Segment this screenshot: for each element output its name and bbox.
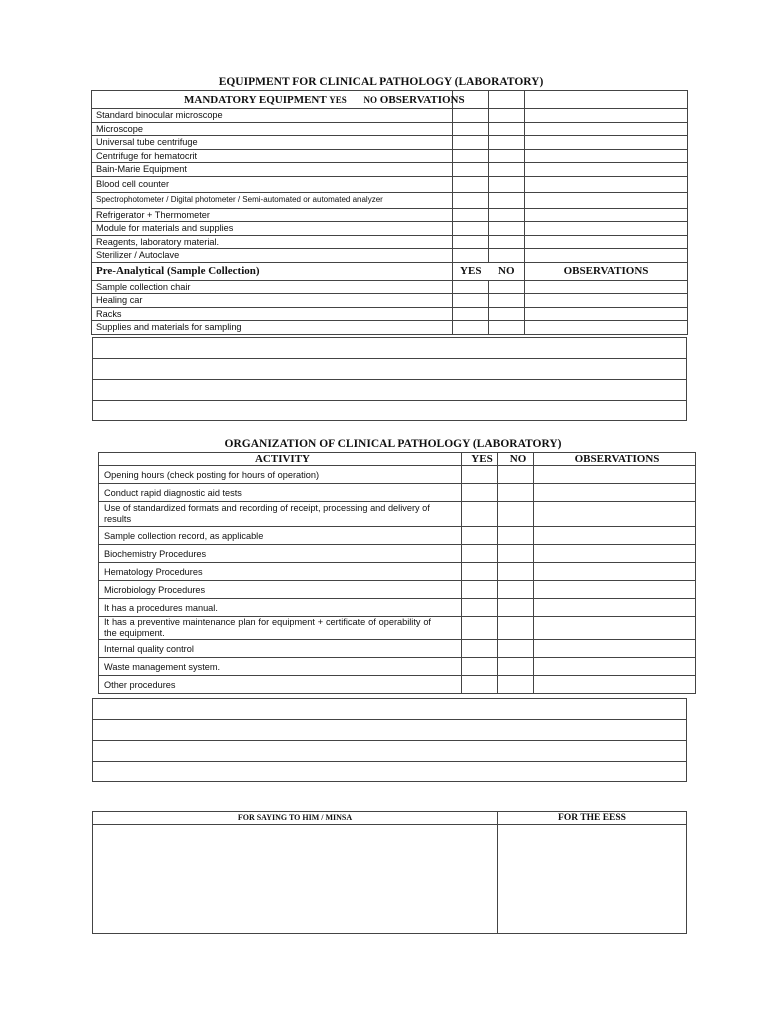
observations-cell[interactable]: [525, 163, 688, 177]
observations-cell[interactable]: [525, 91, 688, 109]
mandatory-equipment-label: MANDATORY EQUIPMENT: [184, 93, 327, 106]
observations-cell[interactable]: [534, 658, 696, 676]
no-cell[interactable]: [498, 617, 534, 640]
observations-cell[interactable]: [534, 640, 696, 658]
activity-item: Waste management system.: [99, 658, 462, 676]
yes-cell[interactable]: [462, 658, 498, 676]
sub-header-yes: YES: [453, 262, 489, 280]
no-cell[interactable]: [489, 294, 525, 308]
activity-item: It has a preventive maintenance plan for equipment + certificate of operability of the equipment.: [99, 617, 462, 640]
activity-item: Conduct rapid diagnostic aid tests: [99, 484, 462, 502]
no-cell[interactable]: [489, 222, 525, 236]
observations-cell[interactable]: [525, 208, 688, 222]
equipment-item: Sterilizer / Autoclave: [92, 249, 453, 263]
yes-cell[interactable]: [453, 294, 489, 308]
pre-analytical-item: Supplies and materials for sampling: [92, 321, 453, 335]
no-cell[interactable]: [489, 109, 525, 123]
equipment-item: Standard binocular microscope: [92, 109, 453, 123]
yes-cell[interactable]: [462, 545, 498, 563]
equipment-item: Microscope: [92, 122, 453, 136]
activity-item: Hematology Procedures: [99, 563, 462, 581]
no-cell[interactable]: [489, 163, 525, 177]
no-cell[interactable]: [489, 235, 525, 249]
activity-item: It has a procedures manual.: [99, 599, 462, 617]
yes-cell[interactable]: [453, 222, 489, 236]
yes-cell[interactable]: [453, 192, 489, 208]
observations-cell[interactable]: [525, 136, 688, 150]
section1-title: EQUIPMENT FOR CLINICAL PATHOLOGY (LABORATORY): [218, 76, 544, 88]
no-cell[interactable]: [498, 599, 534, 617]
equipment-header-cell: [92, 91, 465, 109]
no-cell[interactable]: [489, 192, 525, 208]
header-no: NO: [363, 94, 378, 105]
observations-cell[interactable]: [534, 581, 696, 599]
no-cell[interactable]: [498, 466, 534, 484]
no-cell[interactable]: [498, 676, 534, 694]
equipment-item: Reagents, laboratory material.: [92, 235, 453, 249]
observations-cell[interactable]: [525, 249, 688, 263]
activity-item: Use of standardized formats and recording of receipt, processing and delivery of results: [99, 502, 462, 527]
yes-cell[interactable]: [453, 249, 489, 263]
equipment-item: Bain-Marie Equipment: [92, 163, 453, 177]
pre-analytical-item: Healing car: [92, 294, 453, 308]
no-cell[interactable]: [489, 321, 525, 335]
yes-cell[interactable]: [462, 640, 498, 658]
header-yes: YES: [329, 94, 347, 105]
observations-cell[interactable]: [534, 676, 696, 694]
note-line[interactable]: [93, 380, 686, 401]
note-line[interactable]: [93, 699, 686, 720]
activity-item: Other procedures: [99, 676, 462, 694]
yes-cell[interactable]: [453, 109, 489, 123]
header-observations: OBSERVATIONS: [379, 93, 465, 106]
no-cell[interactable]: [498, 581, 534, 599]
note-line[interactable]: [93, 338, 686, 359]
no-cell[interactable]: [489, 249, 525, 263]
yes-cell[interactable]: [462, 466, 498, 484]
yes-cell[interactable]: [453, 176, 489, 192]
no-cell[interactable]: [489, 176, 525, 192]
sub-header-no: NO: [489, 262, 525, 280]
no-cell[interactable]: [489, 136, 525, 150]
org-header-no: NO: [498, 453, 534, 466]
yes-cell[interactable]: [462, 599, 498, 617]
observations-cell[interactable]: [525, 222, 688, 236]
sub-header-observations: OBSERVATIONS: [525, 262, 688, 280]
yes-cell[interactable]: [453, 208, 489, 222]
observations-cell[interactable]: [525, 176, 688, 192]
no-cell[interactable]: [489, 122, 525, 136]
note-line[interactable]: [93, 741, 686, 762]
yes-cell[interactable]: [453, 280, 489, 294]
activity-item: Biochemistry Procedures: [99, 545, 462, 563]
no-cell[interactable]: [498, 484, 534, 502]
yes-cell[interactable]: [453, 136, 489, 150]
yes-cell[interactable]: [462, 581, 498, 599]
signature-label-eess: FOR THE EESS: [498, 812, 686, 825]
no-cell[interactable]: [489, 91, 525, 109]
equipment-notes-box[interactable]: [92, 337, 687, 421]
observations-cell[interactable]: [525, 192, 688, 208]
equipment-item: Centrifuge for hematocrit: [92, 149, 453, 163]
observations-cell[interactable]: [525, 109, 688, 123]
section2-title: ORGANIZATION OF CLINICAL PATHOLOGY (LABORATORY): [224, 438, 562, 450]
equipment-item: Module for materials and supplies: [92, 222, 453, 236]
organization-notes-box[interactable]: [92, 698, 687, 782]
observations-cell[interactable]: [534, 545, 696, 563]
yes-cell[interactable]: [462, 676, 498, 694]
no-cell[interactable]: [498, 545, 534, 563]
yes-cell[interactable]: [453, 122, 489, 136]
note-line[interactable]: [93, 762, 686, 781]
observations-cell[interactable]: [534, 527, 696, 545]
no-cell[interactable]: [498, 658, 534, 676]
signature-box-minsa[interactable]: [92, 811, 498, 934]
equipment-item: Blood cell counter: [92, 176, 453, 192]
equipment-item: Refrigerator + Thermometer: [92, 208, 453, 222]
pre-analytical-item: Racks: [92, 307, 453, 321]
org-header-observations: OBSERVATIONS: [534, 453, 696, 466]
no-cell[interactable]: [489, 208, 525, 222]
observations-cell[interactable]: [525, 294, 688, 308]
no-cell[interactable]: [489, 149, 525, 163]
equipment-table: [91, 90, 688, 335]
activity-header: ACTIVITY: [99, 453, 462, 466]
observations-cell[interactable]: [534, 617, 696, 640]
note-line[interactable]: [93, 720, 686, 741]
note-line[interactable]: [93, 401, 686, 420]
no-cell[interactable]: [498, 527, 534, 545]
note-line[interactable]: [93, 359, 686, 380]
organization-table: [98, 452, 696, 694]
activity-item: Opening hours (check posting for hours of operation): [99, 466, 462, 484]
pre-analytical-item: Sample collection chair: [92, 280, 453, 294]
signature-box-eess[interactable]: [497, 811, 687, 934]
yes-cell[interactable]: [462, 502, 498, 527]
no-cell[interactable]: [489, 280, 525, 294]
yes-cell[interactable]: [453, 235, 489, 249]
yes-cell[interactable]: [462, 563, 498, 581]
yes-cell[interactable]: [453, 321, 489, 335]
observations-cell[interactable]: [534, 466, 696, 484]
observations-cell[interactable]: [534, 484, 696, 502]
yes-cell[interactable]: [462, 617, 498, 640]
no-cell[interactable]: [498, 640, 534, 658]
observations-cell[interactable]: [525, 149, 688, 163]
no-cell[interactable]: [498, 563, 534, 581]
yes-cell[interactable]: [453, 149, 489, 163]
no-cell[interactable]: [489, 307, 525, 321]
activity-item: Microbiology Procedures: [99, 581, 462, 599]
observations-cell[interactable]: [534, 502, 696, 527]
no-cell[interactable]: [498, 502, 534, 527]
yes-cell[interactable]: [453, 307, 489, 321]
observations-cell[interactable]: [525, 307, 688, 321]
observations-cell[interactable]: [525, 122, 688, 136]
equipment-item: Spectrophotometer / Digital photometer / Semi-automated or automated analyzer: [92, 192, 453, 208]
observations-cell[interactable]: [525, 321, 688, 335]
activity-item: Internal quality control: [99, 640, 462, 658]
yes-cell[interactable]: [453, 163, 489, 177]
org-header-yes: YES: [462, 453, 498, 466]
observations-cell[interactable]: [525, 235, 688, 249]
observations-cell[interactable]: [525, 280, 688, 294]
observations-cell[interactable]: [534, 599, 696, 617]
pre-analytical-label: Pre-Analytical (Sample Collection): [92, 262, 453, 280]
yes-cell[interactable]: [462, 484, 498, 502]
observations-cell[interactable]: [534, 563, 696, 581]
signature-label-minsa: FOR SAYING TO HIM / MINSA: [93, 812, 497, 825]
yes-cell[interactable]: [462, 527, 498, 545]
activity-item: Sample collection record, as applicable: [99, 527, 462, 545]
equipment-item: Universal tube centrifuge: [92, 136, 453, 150]
